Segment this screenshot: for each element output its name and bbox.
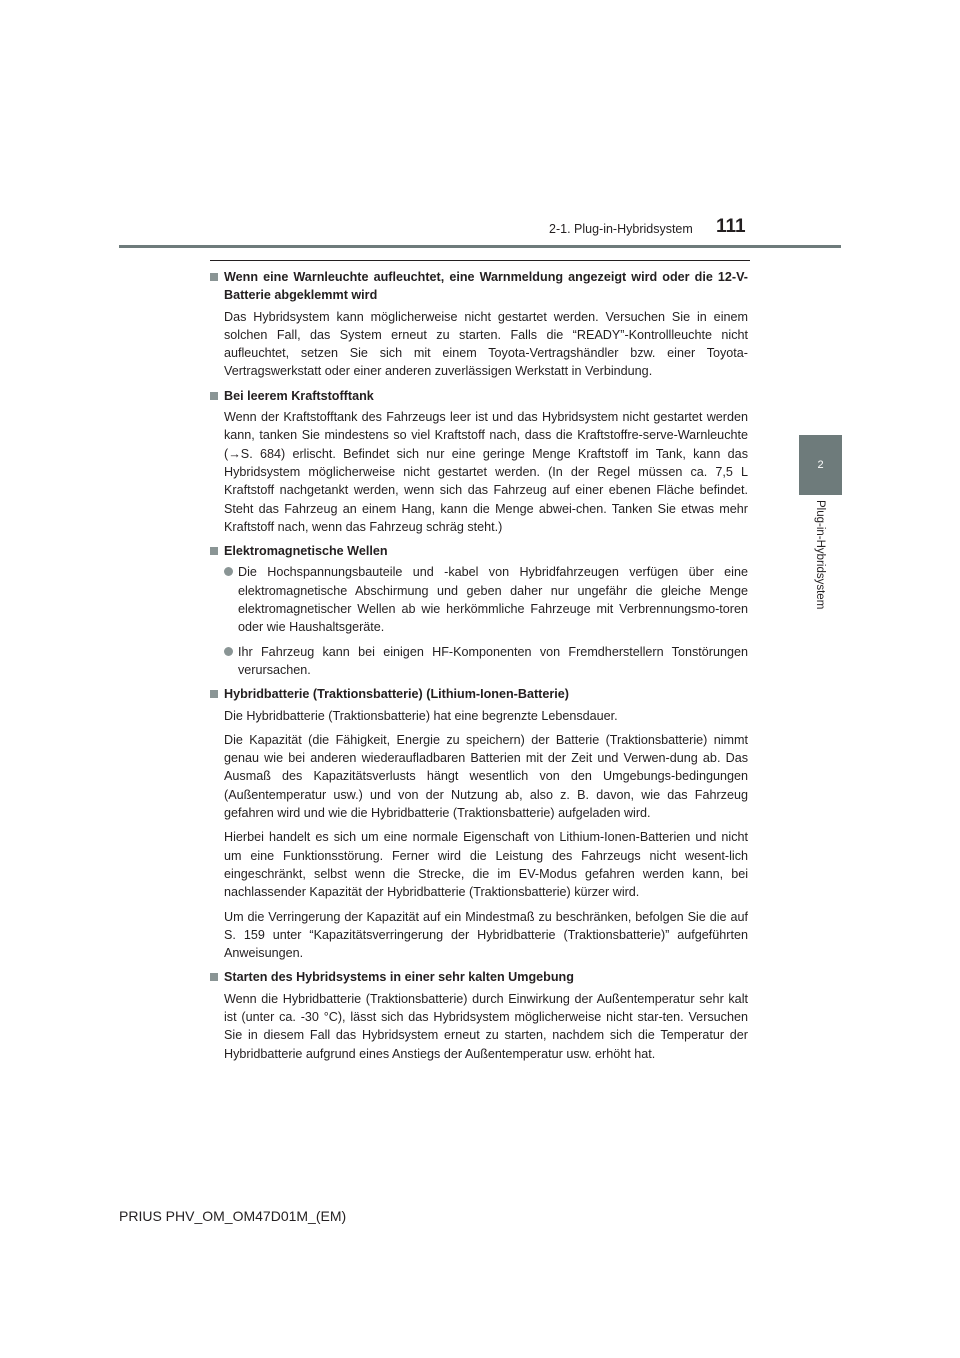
section-block [210,387,748,536]
paragraph: Das Hybridsystem kann möglicherweise nicht gestartet werden. Versuchen Sie in einem solchen Fall, das System erneut zu starten. Falls die “READY”-Kontrollleuchte nicht aufleuchtet, setzen Sie sich mit einem Toyota-Vertragshändler bzw. einer Toyota-Vertragswerkstatt oder einer anderen zuverlässigen Werkstatt in Verbindung. [224,309,748,379]
section-title: 2-1. Plug-in-Hybridsystem [549,222,693,236]
square-bullet-icon [210,392,218,400]
paragraph: Hierbei handelt es sich um eine normale Eigenschaft von Lithium-Ionen-Batterien und nicht um eine Funktionsstörung. Ferner wird die Leistung des Fahrzeugs nicht wesent-lich eingeschränkt, selbst wenn die Strecke, die im EV-Modus gefahren werden kann, bei nachlassender Kapazität der Hybridbatterie (Traktionsbatterie) kürzer wird. [224,830,748,900]
chapter-number: 2 [817,459,824,471]
paragraph: Die Hybridbatterie (Traktionsbatterie) hat eine begrenzte Lebensdauer. [224,708,618,723]
square-bullet-icon [210,273,218,281]
section-heading-text: Bei leerem Kraftstofftank [224,388,374,403]
section-heading [210,268,748,305]
bullet-item [210,643,748,680]
square-bullet-icon [210,973,218,981]
circle-bullet-icon [224,647,233,656]
section-heading-text: Wenn eine Warnleuchte aufleuchtet, eine Warnmeldung angezeigt wird oder die 12-V-Batterie abgeklemmt wird [224,270,748,303]
section-heading-text: Elektromagnetische Wellen [224,544,388,559]
section-heading [210,387,748,405]
paragraph: Wenn die Hybridbatterie (Traktionsbatterie) durch Einwirkung der Außentemperatur sehr kalt ist (unter ca. -30 °C), lässt sich das Hybridsystem möglicherweise nicht star-ten. Versuchen Sie in diesem Fall das Hybridsystem erneut zu starten, nachdem sich die Temperatur der Hybridbatterie aufgrund eines Anstiegs der Außentemperatur usw. erhöht hat. [224,991,748,1061]
section-block [210,685,748,962]
section-heading-text: Hybridbatterie (Traktionsbatterie) (Lithium-Ionen-Batterie) [224,687,569,702]
section-block [210,542,748,679]
paragraph: Um die Verringerung der Kapazität auf ein Mindestmaß zu beschränken, befolgen Sie die auf S. 159 unter “Kapazitätsverringerung der Hybridbatterie (Traktionsbatterie)” aufgeführten Anweisungen. [224,909,748,961]
section-heading-text: Starten des Hybridsystems in einer sehr kalten Umgebung [224,970,574,985]
bullet-text: Ihr Fahrzeug kann bei einigen HF-Komponenten von Fremdherstellern Tonstörungen verursachen. [238,644,748,677]
section-block [210,268,748,381]
bullet-item [210,563,748,636]
section-heading [210,542,748,560]
paragraph: Die Kapazität (die Fähigkeit, Energie zu speichern) der Batterie (Traktionsbatterie) nimmt genau wie bei anderen wiederaufladbaren Batterien mit der Zeit und Verwen-dung ab. Das Ausmaß des Kapazitätsverlusts hängt wesentlich von den Umgebungs-bedingungen (Außentemperatur usw.) und von der Nutzung ab, also z. B. davon, wie das Fahrzeug gefahren wird und wie die Hybridbatterie (Traktionsbatterie) aufgeladen wird. [224,732,748,821]
section-block [210,968,748,1062]
content-rule [210,260,750,261]
section-heading [210,685,748,703]
page-number: 111 [716,216,746,237]
content-body [210,268,748,1069]
header-rule [119,245,841,248]
chapter-label: Plug-in-Hybridsystem [814,500,826,610]
paragraph: Wenn der Kraftstofftank des Fahrzeugs leer ist und das Hybridsystem nicht gestartet werden kann, tanken Sie mindestens so viel Kraftstoff nach, dass die Kraftstoffre-serve-Warnleuchte (→S. 684) erlischt. Befindet sich nur eine geringe Menge Kraftstoff im Tank, kann das Hybridsystem möglicherweise nicht gestartet werden. (In der Regel müssen ca. 7,5 L Kraftstoff nachgetankt werden, wenn sich das Fahrzeug auf einer ebenen Fläche befindet. Steht das Fahrzeug an einem Hang, kann die Menge abwei-chen. Tanken Sie etwas mehr Kraftstoff nach, wenn das Fahrzeug schräg steht.) [224,410,748,534]
circle-bullet-icon [224,567,233,576]
square-bullet-icon [210,690,218,698]
section-heading [210,968,748,986]
document-id: PRIUS PHV_OM_OM47D01M_(EM) [119,1208,347,1224]
bullet-text: Die Hochspannungsbauteile und -kabel von Hybridfahrzeugen verfügen über eine elektromagnetische Abschirmung und geben daher nur ungefähr die gleiche Menge elektromagnetischer Wellen ab wie herkömmliche Fahrzeuge mit Verbrennungsmo-toren oder wie Haushaltsgeräte. [238,565,748,635]
square-bullet-icon [210,547,218,555]
chapter-tab[interactable] [799,435,842,495]
